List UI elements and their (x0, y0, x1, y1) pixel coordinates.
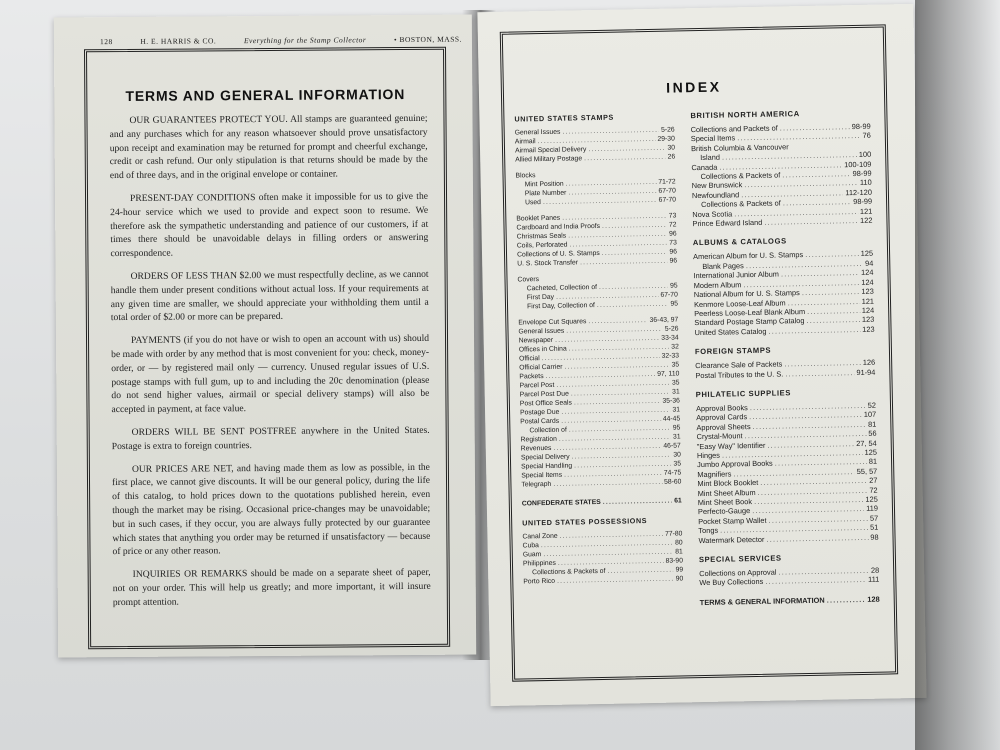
index-entry-page: 126 (862, 357, 876, 368)
index-entry-label: Parcel Post (519, 381, 555, 390)
index-entry-page: 46-57 (663, 442, 681, 450)
index-entry-page: 125 (860, 249, 874, 259)
index-entry-page: 98-99 (852, 168, 872, 179)
index-entry (695, 367, 875, 380)
index-entry-label: Approval Cards (696, 412, 748, 423)
leader-dots (584, 153, 666, 164)
leader-dots (785, 368, 854, 379)
index-entry (521, 477, 681, 489)
terms-paragraph: OUR GUARANTEES PROTECT YOU. All stamps are guaranteed genuine; and any purchases which for any reason whatsoever should prove unsatisfactory upon receipt and examination may be returned for prompt and cheerful exchange, credit or cash refund. Our only stipulation is that returns should be made by the end of three days, and in the original envelope or container. (109, 112, 428, 182)
index-entry-label: Envelope Cut Squares (518, 318, 587, 327)
terms-paragraph: PRESENT-DAY CONDITIONS often make it impossible for us to give the 24-hour service which we used to provide and expect soon to resume. We therefore ask the sympathetic understanding and patience of our customers, if at times there should be unavoidable delays in filling orders or answering correspondence. (110, 190, 429, 260)
index-entry-page: 35 (673, 460, 682, 468)
index-title: INDEX (666, 78, 722, 96)
index-entry-label: Telegraph (521, 480, 552, 489)
index-entry-label: Blank Pages (702, 261, 744, 271)
index-entry-label: Jumbo Approval Books (697, 459, 773, 470)
index-entry-label: Clearance Sale of Packets (695, 359, 783, 371)
index-entry-label: First Day (526, 293, 555, 302)
index-entry-label: Guam (522, 551, 542, 559)
index-entry-page: 52 (867, 400, 877, 410)
index-entry-page: 72 (668, 221, 677, 229)
index-entry-page: 98-99 (853, 196, 873, 207)
index-entry (516, 195, 676, 207)
index-entry-label: Cacheted, Collection of (526, 284, 598, 293)
leader-dots (557, 575, 674, 586)
index-entry-label: Coils, Perforated (516, 241, 568, 250)
index-entry-label: Collections & Packets of (700, 170, 781, 182)
table-shadow (915, 0, 1000, 750)
index-entry-label: Registration (520, 435, 557, 444)
index-entry-label: Mint Position (524, 180, 564, 189)
index-entry-label: First Day, Collection of (526, 302, 595, 311)
index-entry-page: 35-36 (662, 397, 680, 405)
index-entry-label: Newspaper (518, 336, 554, 345)
index-entry-page: 123 (862, 324, 875, 334)
index-entry-label: Mint Block Booklet (697, 478, 759, 489)
index-entry-page: 99 (675, 566, 684, 574)
index-entry-page: 112-120 (845, 187, 872, 198)
index-entry-page: 97, 110 (657, 370, 680, 378)
index-entry-page: 111 (868, 575, 880, 585)
index-entry-page: 122 (860, 215, 873, 226)
index-entry-page: 27 (869, 475, 878, 485)
index-entry-page: 67-70 (658, 196, 677, 204)
index-entry-label: Philippines (522, 559, 556, 568)
index-entry-page: 96 (669, 248, 678, 256)
index-entry-page: 27, 54 (856, 438, 877, 448)
index-entry-page: 96 (669, 257, 678, 265)
index-entry-label: Island (700, 152, 721, 163)
index-entry-page: 29-30 (657, 135, 675, 143)
index-entry-page: 96 (669, 230, 677, 238)
index-section-united-states-possessions (522, 515, 683, 586)
index-entry-page: 33-34 (661, 334, 679, 342)
index-entry-page: 58-60 (663, 478, 682, 486)
index-entry-label: Official Carrier (519, 363, 563, 372)
index-entry-label: We Buy Collections (699, 577, 764, 588)
index-section-heading: SPECIAL SERVICES (698, 553, 782, 565)
index-entry-label: Kenmore Loose-Leaf Album (693, 297, 786, 309)
index-entry-page: 55, 57 (856, 466, 878, 476)
index-section-heading: UNITED STATES STAMPS (514, 112, 614, 124)
index-section-special-services (699, 552, 880, 588)
index-entry-label: Special Delivery (520, 453, 570, 462)
index-entry-page: 100-109 (844, 159, 872, 169)
index-entry-page: 125 (864, 447, 877, 457)
index-entry-page: 77-80 (664, 530, 683, 538)
index-entry-page: 98 (870, 532, 879, 542)
terms-paragraph: OUR PRICES ARE NET, and having made them as low as possible, in the first place, we cannot give discounts. It will be our general policy, during the life of this catalog, to hold prices down to the quotations published herein, even though the market may be rising. Occasional price-changes may be unavoidable; but in such cases, if they occur, you are always fully protected by our guarantee which states that anything you order may be returned if unsatisfactory — because of price or any other reason. (111, 461, 431, 558)
index-entry-page: 35 (671, 361, 680, 369)
index-entry-label: Canal Zone (522, 532, 558, 541)
index-entry-label: Cardboard and India Proofs (516, 222, 601, 232)
terms-paragraph: ORDERS OF LESS THAN $2.00 we must respectfully decline, as we cannot handle them under present conditions without actual loss. If your requirements at any given time are smaller, we should appreciate your withholding them until a total order of $2.00 or more can be prepared. (110, 268, 429, 324)
publisher-location: • BOSTON, MASS. (393, 34, 462, 45)
index-entry-page: 5-26 (664, 325, 679, 333)
index-entry-label: Airmail Special Delivery (514, 146, 587, 155)
index-entry-page: 81 (675, 548, 683, 556)
index-entry-label: Special Items (690, 133, 736, 144)
index-entry-page: 67-70 (660, 291, 678, 299)
index-section-heading: FOREIGN STAMPS (694, 345, 772, 357)
index-entry-page: 125 (865, 494, 878, 504)
index-section-british-north-america (690, 108, 872, 229)
index-entry (517, 256, 677, 268)
leader-dots (765, 575, 866, 586)
index-entry-label: Collection of (529, 426, 567, 435)
index-entry-label: U. S. Stock Transfer (517, 259, 579, 268)
index-entry-page: 119 (866, 504, 879, 514)
index-entry-page: 31 (672, 433, 681, 441)
index-entry (518, 299, 678, 311)
index-entry-page: 35 (671, 379, 680, 387)
index-entry-label: Allied Military Postage (515, 155, 583, 164)
leader-dots (768, 325, 860, 336)
index-heading-page: 61 (674, 497, 682, 505)
index-section-heading: ALBUMS & CATALOGS (692, 236, 787, 248)
index-entry-label: Cuba (522, 542, 539, 550)
terms-paragraph: PAYMENTS (if you do not have or wish to open an account with us) should be made with order by any method that is most convenient for you: check, money-order, or — by registered mail only — currency. Unused regular issues of U.S. postage stamps with full gum, up to and including the 20c denomination (please do not send higher values, airmail or special delivery stamps) will also be accepted in payment, at face value. (111, 333, 430, 416)
index-entry (692, 216, 872, 229)
index-entry-page: 30 (673, 451, 681, 459)
index-entry-page: 73 (669, 239, 677, 247)
index-entry-page: 123 (861, 286, 874, 297)
index-section-heading: UNITED STATES POSSESSIONS (522, 516, 648, 528)
index-entry-label: Collections and Packets of (690, 123, 778, 135)
index-entry-page: 81 (868, 457, 878, 467)
index-entry-page: 51 (870, 522, 879, 533)
index-entry (694, 324, 874, 337)
index-entry-label: "Easy Way" Identifier (696, 440, 766, 451)
index-entry-label: Collections of U. S. Stamps (516, 249, 600, 259)
index-entry-label: Prince Edward Island (692, 217, 763, 229)
left-page (54, 15, 476, 658)
index-entry-label: Postage Due (520, 408, 560, 417)
index-entry-label: Parcel Post Due (519, 390, 569, 399)
index-entry-label: Nova Scotia (692, 209, 733, 219)
index-entry-label: British Columbia & Vancouver (690, 142, 789, 153)
index-section-albums-catalogs (693, 235, 875, 337)
leader-dots (543, 196, 657, 207)
index-entry-page: 81 (868, 419, 877, 429)
page-number: 128 (99, 37, 113, 47)
index-entry-label: Blocks (515, 172, 536, 180)
index-entry (515, 152, 675, 164)
index-entry-page: 90 (675, 575, 684, 583)
index-entry-page: 31 (672, 406, 681, 414)
index-entry-page: 56 (868, 428, 877, 438)
index-entry-page: 124 (861, 305, 875, 315)
index-entry-label: General Issues (514, 128, 561, 137)
index-frame (500, 24, 898, 681)
leader-dots (827, 595, 866, 605)
index-entry-page: 83-90 (665, 557, 684, 565)
leader-dots (553, 478, 662, 489)
index-entry-page: 95 (670, 282, 678, 290)
index-entry-label: Christmas Seals (516, 232, 567, 241)
index-entry-label: Collections & Packets of (532, 567, 606, 577)
index-entry-page: 98-99 (851, 121, 871, 132)
index-entry-page: 91-94 (856, 367, 876, 377)
index-entry-page: 74-75 (663, 469, 682, 477)
index-entry (523, 574, 683, 586)
index-entry (699, 575, 879, 588)
index-section-united-states-stamps (514, 111, 681, 489)
terms-paragraph: ORDERS WILL BE SENT POSTFREE anywhere in the United States. Postage is extra to foreign countries. (111, 424, 430, 452)
index-entry-label: Mint Sheet Album (697, 487, 756, 498)
index-entry-page: 121 (859, 206, 873, 216)
index-entry-page: 5-26 (661, 126, 675, 134)
leader-dots (580, 257, 668, 268)
index-entry-label: American Album for U. S. Stamps (693, 250, 804, 262)
index-entry-page: 76 (862, 131, 871, 141)
publisher-name: H. E. HARRIS & CO. (140, 36, 217, 46)
index-entry-label: Special Handling (521, 462, 573, 471)
leader-dots (766, 532, 868, 543)
index-entry-label: Tongs (698, 525, 719, 536)
index-entry-label: Official (518, 355, 540, 363)
index-entry-label: Airmail (514, 138, 536, 146)
index-entry-page: 26 (667, 153, 676, 161)
terms-paragraph: INQUIRIES OR REMARKS should be made on a separate sheet of paper, not on your order. This will help us greatly; and more important, it will insure prompt attention. (112, 566, 431, 608)
index-section-heading (522, 496, 682, 508)
index-entry-label: Used (524, 199, 541, 207)
index-entry-label: General Issues (518, 327, 565, 336)
index-entry-page: 95 (670, 300, 679, 308)
index-entry-page: 121 (861, 296, 875, 306)
terms-body (109, 112, 431, 619)
index-column-right (690, 108, 880, 618)
right-page (477, 4, 926, 706)
index-section-heading (700, 594, 880, 607)
index-entry-page: 73 (668, 212, 677, 220)
index-entry-label: International Junior Album (693, 269, 780, 281)
index-column-left (514, 111, 683, 596)
index-entry-page: 30 (667, 144, 676, 152)
index-entry-label: Revenues (520, 444, 552, 453)
index-entry-label: New Brunswick (691, 180, 743, 191)
index-entry-page: 94 (864, 258, 874, 268)
index-entry-page: 110 (859, 178, 872, 188)
index-entry-label: Standard Postage Stamp Catalog (694, 316, 805, 328)
index-entry-label: Modern Album (693, 279, 742, 290)
index-entry-label: Collections on Approval (699, 567, 777, 579)
index-entry-label: Pocket Stamp Wallet (698, 515, 767, 526)
index-entry-label: Approval Sheets (696, 421, 751, 432)
index-entry-label: Magnifiers (697, 469, 732, 479)
index-entry-page: 57 (869, 513, 879, 523)
index-entry-label: National Album for U. S. Stamps (693, 288, 800, 300)
index-section-heading: PHILATELIC SUPPLIES (695, 388, 792, 400)
index-entry-page: 28 (870, 565, 880, 575)
index-entry-label: United States Catalog (694, 326, 767, 337)
index-entry-label: Canada (691, 162, 718, 172)
index-entry-page: 124 (861, 277, 874, 287)
index-entry-label: Collections & Packets of (701, 198, 781, 210)
index-entry-label: Booklet Panes (516, 214, 561, 223)
index-section-confederate-states (522, 496, 682, 508)
index-section-philatelic-supplies (696, 387, 879, 546)
index-entry-page: 100 (858, 149, 872, 160)
terms-frame (84, 47, 450, 650)
terms-title: TERMS AND GENERAL INFORMATION (125, 86, 406, 104)
index-entry-label: Crystal-Mount (696, 431, 743, 442)
index-entry-page: 67-70 (658, 187, 676, 195)
index-entry-label: Packets (519, 373, 544, 381)
index-entry-label: Newfoundland (691, 190, 740, 201)
index-heading-label: TERMS & GENERAL INFORMATION (699, 595, 825, 607)
index-entry-page: 32-33 (661, 352, 680, 360)
index-entry-label: Offices in China (518, 345, 567, 354)
index-entry-label: Mint Sheet Book (697, 497, 753, 508)
leader-dots (764, 216, 858, 227)
index-entry-label: Post Office Seals (519, 399, 572, 408)
leader-dots (597, 300, 669, 310)
running-head (100, 35, 462, 47)
index-entry-label: Perfecto-Gauge (697, 506, 751, 517)
index-entry-page: 80 (674, 539, 683, 547)
index-entry-label: Hinges (696, 450, 721, 461)
index-entry-label: Plate Number (524, 189, 567, 198)
index-entry-page: 36-43, 97 (649, 316, 679, 324)
index-entry-page: 71-72 (658, 178, 676, 186)
index-entry-page: 31 (672, 388, 680, 396)
index-entry-label: Postal Tributes to the U. S. (695, 368, 784, 380)
index-entry-label: Postal Cards (520, 417, 560, 426)
index-entry-page: 72 (869, 485, 878, 495)
index-entry-page: 107 (863, 410, 877, 420)
index-entry-page: 123 (861, 314, 875, 325)
index-entry-label: Watermark Detector (698, 534, 765, 545)
leader-dots (603, 497, 673, 507)
index-entry-label: Special Items (521, 471, 563, 480)
publisher-tagline: Everything for the Stamp Collector (243, 35, 367, 46)
index-heading-page: 128 (867, 594, 880, 604)
index-section-terms-general-information (700, 594, 880, 607)
index-entry-label: Approval Books (695, 403, 748, 414)
index-heading-label: CONFEDERATE STATES (521, 498, 601, 508)
index-entry-page: 32 (671, 343, 679, 351)
index-entry-label: Covers (517, 276, 540, 284)
index-entry-page: 124 (861, 267, 874, 278)
index-entry-label: Peerless Loose-Leaf Blank Album (694, 306, 806, 319)
index-section-heading: BRITISH NORTH AMERICA (690, 109, 800, 121)
index-entry-page: 44-45 (662, 415, 681, 423)
index-section-foreign-stamps (695, 344, 876, 380)
index-entry-page: 95 (672, 424, 681, 432)
index-entry-label: Porto Rico (523, 577, 556, 586)
